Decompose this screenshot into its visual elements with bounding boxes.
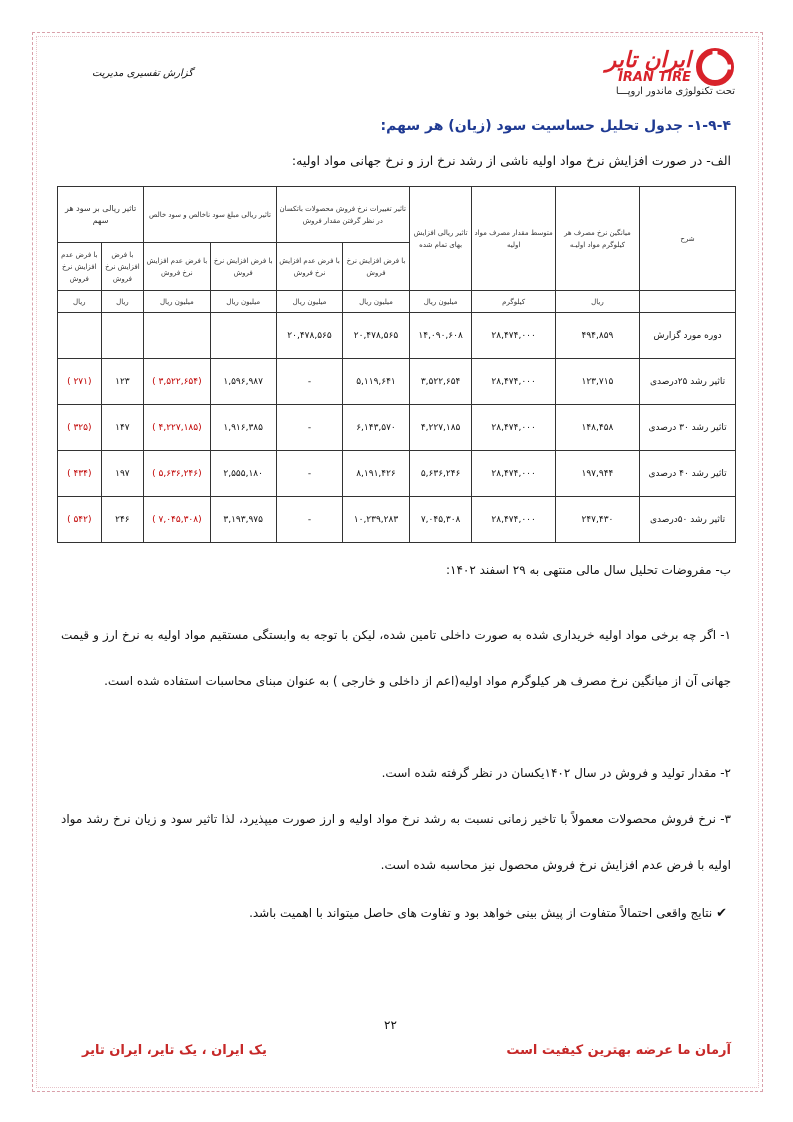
cell-qty: ۲۸,۴۷۴,۰۰۰ — [472, 497, 555, 543]
cell-qty: ۲۸,۴۷۴,۰۰۰ — [472, 451, 555, 497]
row-desc: تاثیر رشد ۳۰ درصدی — [640, 405, 736, 451]
cell-sales-with: ۵,۱۱۹,۶۴۱ — [343, 359, 409, 405]
tire-logo-icon — [695, 48, 735, 86]
section-title: ۱-۹-۴- جدول تحلیل حساسیت سود (زیان) هر سهم: — [380, 118, 731, 134]
logo-subtitle: تحت تکنولوژی ماندور اروپـــا — [615, 86, 735, 97]
unit-cell: میلیون ریال — [210, 291, 276, 313]
cell-sales-with: ۱۰,۲۳۹,۲۸۳ — [343, 497, 409, 543]
row-desc: تاثیر رشد ۵۰درصدی — [640, 497, 736, 543]
cell-qty: ۲۸,۴۷۴,۰۰۰ — [472, 359, 555, 405]
cell-eps-without: (۳۲۵ ) — [58, 405, 102, 451]
cell-profit-without: (۵,۶۳۶,۲۴۶ ) — [144, 451, 210, 497]
cell-sales-without: - — [276, 405, 342, 451]
table-row — [58, 497, 736, 543]
cell-sales-without: - — [276, 497, 342, 543]
unit-cell: کیلوگرم — [472, 291, 555, 313]
header-sales-without: با فرض عدم افزایش نرخ فروش — [276, 243, 342, 291]
cell-sales-without: - — [276, 359, 342, 405]
table-row — [58, 313, 736, 359]
cell-profit-without — [144, 313, 210, 359]
cell-eps-with: ۱۲۳ — [101, 359, 144, 405]
table-row — [58, 359, 736, 405]
cell-qty: ۲۸,۴۷۴,۰۰۰ — [472, 405, 555, 451]
row-desc: دوره مورد گزارش — [640, 313, 736, 359]
unit-cell — [640, 291, 736, 313]
assumption-note — [127, 890, 727, 937]
assumptions-title: ب- مفروضات تحلیل سال مالی منتهی به ۲۹ اسفند ۱۴۰۲: — [445, 563, 731, 577]
row-desc: تاثیر رشد ۴۰ درصدی — [640, 451, 736, 497]
logo-text-fa: ایران تایر — [605, 48, 691, 73]
cell-profit-with: ۳,۱۹۳,۹۷۵ — [210, 497, 276, 543]
unit-cell: میلیون ریال — [144, 291, 210, 313]
cell-qty: ۲۸,۴۷۴,۰۰۰ — [472, 313, 555, 359]
cell-profit-with: ۱,۵۹۶,۹۸۷ — [210, 359, 276, 405]
table-row — [58, 451, 736, 497]
header-eps-with: با فرض افزایش نرخ فروش — [101, 243, 144, 291]
cell-profit-without: (۴,۲۲۷,۱۸۵ ) — [144, 405, 210, 451]
page-number: ۲۲ — [384, 1018, 397, 1032]
cell-rate: ۱۲۳,۷۱۵ — [555, 359, 639, 405]
cell-cost: ۵,۶۳۶,۲۴۶ — [409, 451, 472, 497]
cell-sales-without: ۲۰,۴۷۸,۵۶۵ — [276, 313, 342, 359]
header-desc: شرح — [640, 187, 736, 291]
header-eps-effect: تاثیر ریالی بر سود هر سهم — [58, 187, 144, 243]
note-text: نتایج واقعی احتمالاً متفاوت از پیش بینی خواهد بود و تفاوت های حاصل میتواند با اهمیت باشد. — [249, 906, 713, 920]
cell-sales-with: ۲۰,۴۷۸,۵۶۵ — [343, 313, 409, 359]
footer-slogan-right: آرمان ما عرضه بهترین کیفیت است — [506, 1043, 731, 1058]
unit-cell: میلیون ریال — [343, 291, 409, 313]
unit-cell: ریال — [101, 291, 144, 313]
header-sales-change: تاثیر تغییرات نرخ فروش محصولات باتکسان در نظر گرفتن مقدار فروش — [276, 187, 409, 243]
header-profit-with: با فرض افزایش نرخ فروش — [210, 243, 276, 291]
cell-rate: ۲۴۷,۴۳۰ — [555, 497, 639, 543]
cell-profit-with — [210, 313, 276, 359]
header-eps-without: با فرض عدم افزایش نرخ فروش — [58, 243, 102, 291]
cell-rate: ۱۹۷,۹۴۴ — [555, 451, 639, 497]
cell-eps-with — [101, 313, 144, 359]
cell-rate: ۴۹۴,۸۵۹ — [555, 313, 639, 359]
header-cost-effect: تاثیر ریالی افزایش بهای تمام شده — [409, 187, 472, 291]
cell-eps-without: (۵۴۲ ) — [58, 497, 102, 543]
cell-cost: ۱۴,۰۹۰,۶۰۸ — [409, 313, 472, 359]
header-avg-qty: متوسط مقدار مصرف مواد اولیه — [472, 187, 555, 291]
header-profit-effect: تاثیر ریالی مبلغ سود ناخالص و سود خالص — [144, 187, 277, 243]
logo-text-en: IRAN TIRE — [618, 70, 691, 85]
unit-cell: میلیون ریال — [409, 291, 472, 313]
unit-cell: ریال — [58, 291, 102, 313]
cell-sales-without: - — [276, 451, 342, 497]
cell-sales-with: ۶,۱۴۳,۵۷۰ — [343, 405, 409, 451]
cell-cost: ۴,۲۲۷,۱۸۵ — [409, 405, 472, 451]
assumption-item-2: ۲- مقدار تولید و فروش در سال ۱۴۰۲یکسان در نظر گرفته شده است. — [381, 766, 731, 780]
table-row — [58, 405, 736, 451]
cell-eps-with: ۱۴۷ — [101, 405, 144, 451]
cell-eps-with: ۱۹۷ — [101, 451, 144, 497]
cell-eps-without: (۴۳۴ ) — [58, 451, 102, 497]
cell-profit-with: ۲,۵۵۵,۱۸۰ — [210, 451, 276, 497]
cell-eps-without: (۲۷۱ ) — [58, 359, 102, 405]
cell-profit-without: (۳,۵۲۲,۶۵۴ ) — [144, 359, 210, 405]
cell-rate: ۱۴۸,۴۵۸ — [555, 405, 639, 451]
cell-eps-with: ۲۴۶ — [101, 497, 144, 543]
cell-profit-with: ۱,۹۱۶,۳۸۵ — [210, 405, 276, 451]
assumption-item-3: ۳- نرخ فروش محصولات معمولاً با تاخیر زمانی نسبت به رشد نرخ مواد اولیه و ارز صورت میپذیرد، لذا تاثیر سود و زیان نرخ رشد مواد اولیه با فرض عدم افزایش نرخ فروش محصول نیز محاسبه شده است. — [61, 812, 731, 872]
sensitivity-table — [57, 186, 736, 543]
cell-cost: ۷,۰۴۵,۳۰۸ — [409, 497, 472, 543]
cell-sales-with: ۸,۱۹۱,۴۲۶ — [343, 451, 409, 497]
cell-eps-without — [58, 313, 102, 359]
assumption-item-1: ۱- اگر چه برخی مواد اولیه خریداری شده به صورت داخلی تامین شده، لیکن با توجه به وابستگی مستقیم مواد اولیه به نرخ ارز و قیمت جهانی آن از میانگین نرخ مصرف هر کیلوگرم مواد اولیه(اعم از داخلی و خارجی ) به عنوان مبنای محاسبات استفاده شده است. — [61, 628, 731, 688]
checkmark-icon: ✔ — [716, 906, 727, 921]
unit-cell: میلیون ریال — [276, 291, 342, 313]
cell-profit-without: (۷,۰۴۵,۳۰۸ ) — [144, 497, 210, 543]
section-subtitle: الف- در صورت افزایش نرخ مواد اولیه ناشی از رشد نرخ ارز و نرخ جهانی مواد اولیه: — [291, 153, 731, 168]
header-avg-rate: میانگین نرخ مصرف هر کیلوگرم مواد اولیـه — [555, 187, 639, 291]
header-profit-without: با فرض عدم افزایش نرخ فروش — [144, 243, 210, 291]
header-sales-with: با فرض افزایش نرخ فروش — [343, 243, 409, 291]
cell-cost: ۳,۵۲۲,۶۵۴ — [409, 359, 472, 405]
footer-slogan-left: یک ایران ، یک تایر، ایران تایر — [82, 1043, 267, 1058]
unit-cell: ریال — [555, 291, 639, 313]
row-desc: تاثیر رشد ۲۵درصدی — [640, 359, 736, 405]
report-title: گزارش تفسیری مدیریت — [92, 68, 194, 79]
